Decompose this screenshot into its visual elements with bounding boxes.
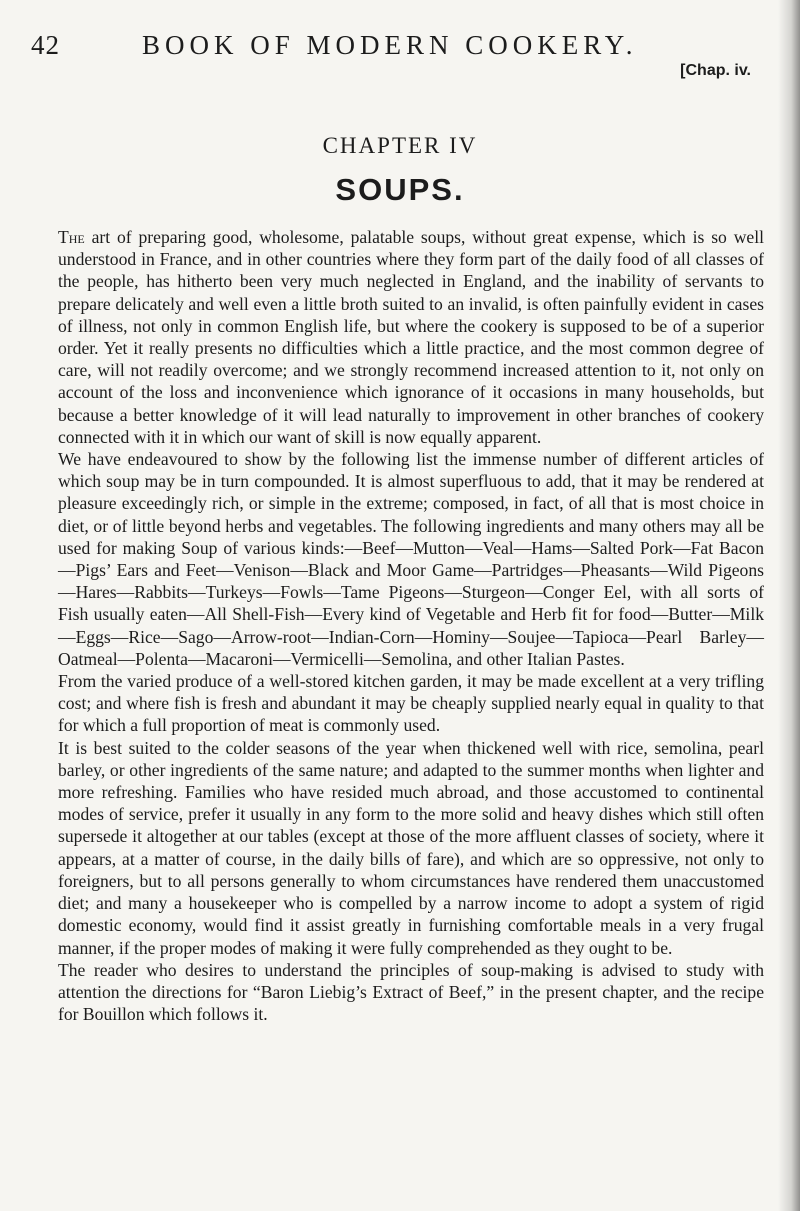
body-text [58,226,764,1025]
paragraph-text: We have endeavoured to show by the following list the immense number of different articles of which soup may be in turn compounded. It is almost superfluous to add, that it may be rendered at pleasure exceedingly rich, or simple in the extreme; composed, in fact, of all that is most choice in diet, or of little beyond herbs and vegetables. The following ingredients and many others may all be used for making Soup of various kinds:—Beef—Mutton—Veal—Hams—Salted Pork—Fat Bacon—Pigs’ Ears and Feet—Venison—Black and Moor Game—Partridges—Pheasants—Wild Pigeons—Hares—Rabbits—Turkeys—Fowls—Tame Pigeons—Sturgeon—Conger Eel, with all sorts of Fish usually eaten—All Shell-Fish—Every kind of Vegetable and Herb fit for food—Butter—Milk—Eggs—Rice—Sago—Arrow-root—Indian-Corn—Hominy—Soujee—Tapioca—Pearl Barley—Oatmeal—Polenta—Macaroni—Vermicelli—Semolina, and other Italian Pastes. [58,449,764,669]
section-title: SOUPS. [335,172,465,207]
chapter-heading: CHAPTER IV [322,133,478,158]
paragraph [58,737,764,959]
paragraph-lead-in: The [58,227,85,247]
paragraph [58,959,764,1026]
page-number: 42 [31,30,60,60]
running-head [31,30,751,79]
paragraph [58,448,764,670]
paragraph [58,226,764,448]
paragraph-text: art of preparing good, wholesome, palatable soups, without great expense, which is so well understood in France, and in other countries where they form part of the daily food of all classes of the people, has hitherto been very much neglected in England, and the inability of servants to prepare delicately and well even a little broth suited to an invalid, is often painfully evident in cases of illness, not only in common English life, but where the cookery is supposed to be of a superior order. Yet it really presents no difficulties which a little practice, and the most common degree of care, will not readily overcome; and we strongly recommend increased attention to it, not only on account of the loss and inconvenience which ignorance of it occasions in many households, but because a better knowledge of it will lead naturally to improvement in other branches of cookery connected with it in which our want of skill is now equally apparent. [58,227,764,447]
book-title: BOOK OF MODERN COOKERY. [142,30,638,60]
paragraph-text: From the varied produce of a well-stored kitchen garden, it may be made excellent at a very trifling cost; and where fish is fresh and abundant it may be cheaply supplied nearly equal in quality to that for which a full proportion of meat is commonly used. [58,671,764,736]
chapter-reference: [Chap. iv. [680,62,751,79]
paragraph-text: The reader who desires to understand the principles of soup-making is advised to study with attention the directions for “Baron Liebig’s Extract of Beef,” in the present chapter, and the recipe for Bouillon which follows it. [58,959,764,1025]
paragraph [58,670,764,737]
paragraph-text: It is best suited to the colder seasons of the year when thickened well with rice, semolina, pearl barley, or other ingredients of the same nature; and adapted to the summer months when lighter and more refreshing. Families who have resided much abroad, and those accustomed to continental modes of service, prefer it usually in any form to the more solid and heavy dishes which still often supersede it altogether at our tables (except at those of the more affluent classes of society, where it appears, at a matter of course, in the daily bills of fare), and which are so oppressive, not only to foreigners, but to all persons generally to whom circumstances have rendered them unaccustomed diet; and many a housekeeper who is compelled by a narrow income to adopt a system of rigid domestic economy, would find it assist greatly in furnishing comfortable meals in a very frugal manner, if the proper modes of making it were fully comprehended as they ought to be. [58,737,764,958]
